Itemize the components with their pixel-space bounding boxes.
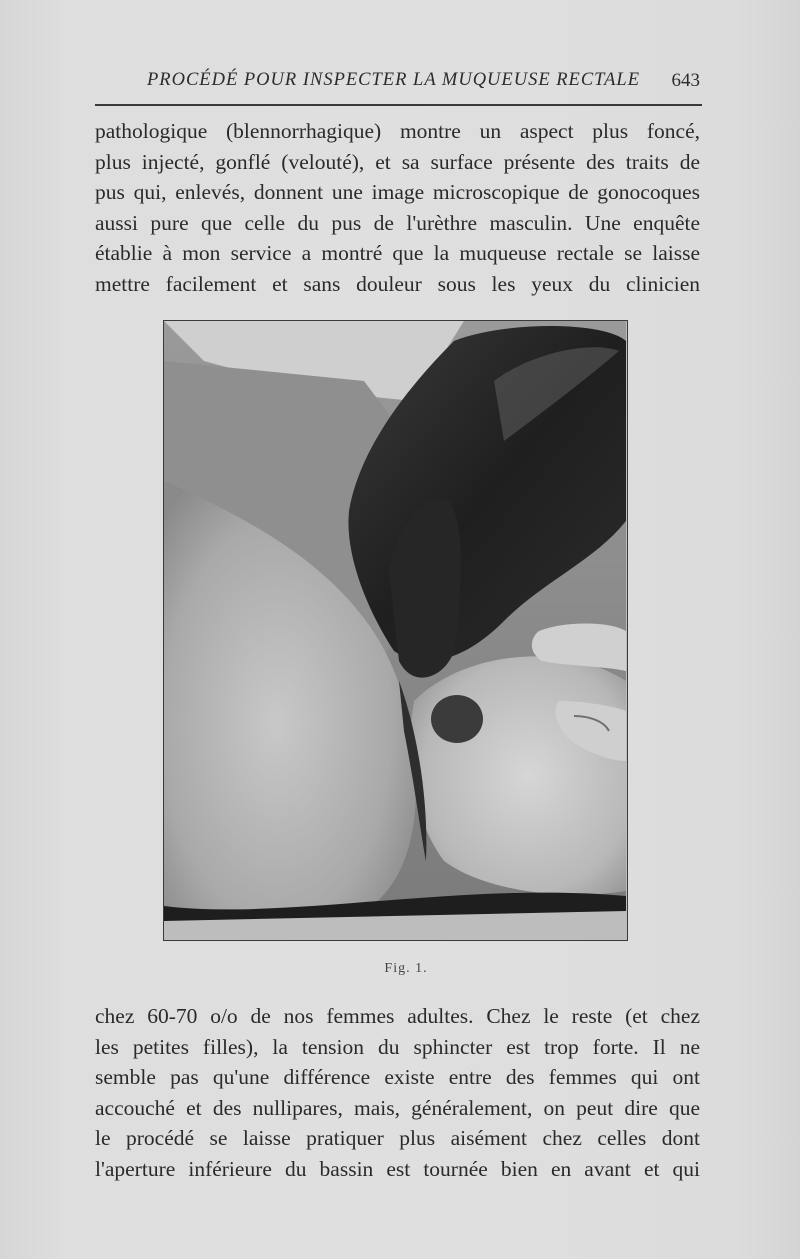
text-line: le procédé se laisse pratiquer plus aisément chez celles dont <box>95 1126 700 1150</box>
paragraph-top <box>95 116 700 299</box>
figure-caption: Fig. 1. <box>384 961 428 976</box>
running-head <box>95 70 700 100</box>
text-line: accouché et des nullipares, mais, généralement, on peut dire que <box>95 1095 700 1120</box>
running-title: PROCÉDÉ POUR INSPECTER LA MUQUEUSE RECTALE <box>147 70 640 90</box>
text-line: l'aperture inférieure du bassin est tournée bien en avant et qui <box>95 1156 700 1181</box>
text-line: pathologique (blennorrhagique) montre un aspect plus foncé, <box>95 119 700 143</box>
text-line: semble pas qu'une différence existe entre des femmes qui ont <box>95 1065 700 1089</box>
figure-photograph <box>163 320 628 941</box>
text-line: pus qui, enlevés, donnent une image microscopique de gonocoques <box>95 180 700 204</box>
text-line: chez 60-70 o/o de nos femmes adultes. Chez le reste (et chez <box>95 1004 700 1028</box>
text-line: établie à mon service a montré que la muqueuse rectale se laisse <box>95 241 700 265</box>
text-line: mettre facilement et sans douleur sous les yeux du clinicien <box>95 271 700 296</box>
header-rule <box>95 104 702 106</box>
text-line: plus injecté, gonflé (velouté), et sa surface présente des traits de <box>95 149 700 174</box>
text-line: aussi pure que celle du pus de l'urèthre masculin. Une enquête <box>95 210 700 235</box>
text-line: les petites filles), la tension du sphincter est trop forte. Il ne <box>95 1034 700 1059</box>
page-number: 643 <box>671 70 700 91</box>
paragraph-bottom <box>95 1001 700 1184</box>
